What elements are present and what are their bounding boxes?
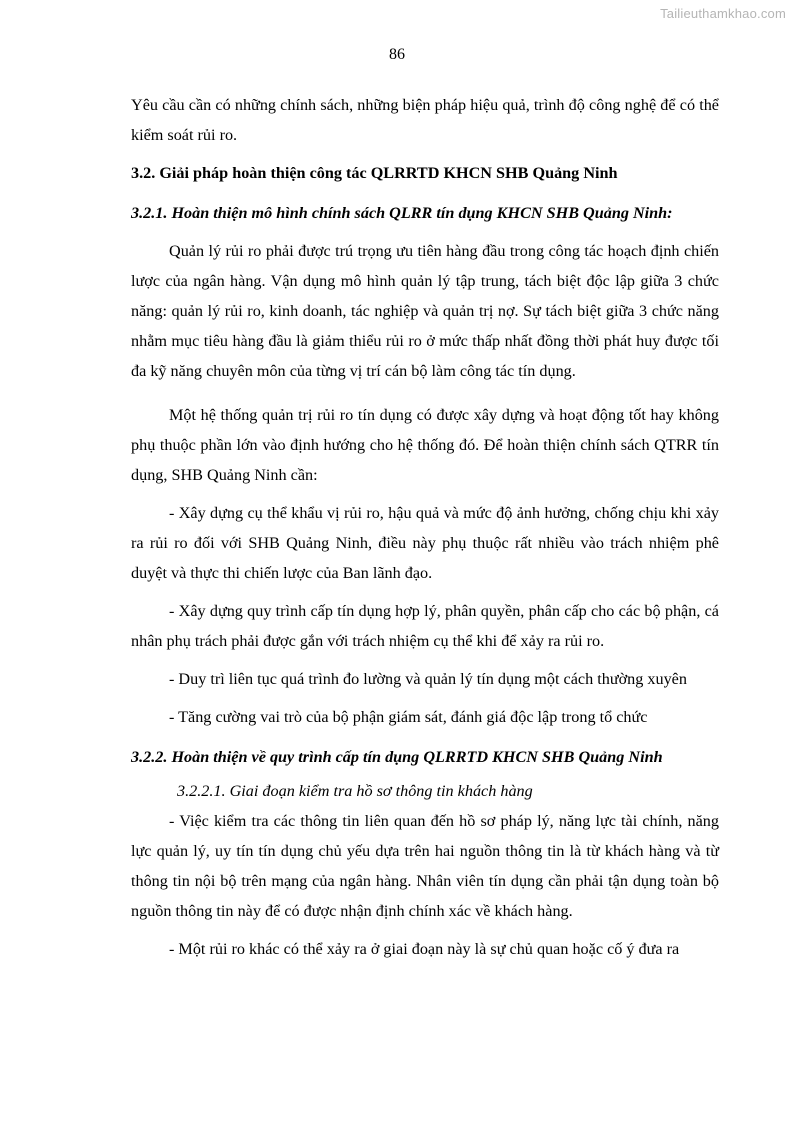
paragraph-risk-priority: Quản lý rủi ro phải được trú trọng ưu tiên hàng đầu trong công tác hoạch định chiến lược của ngân hàng. Vận dụng mô hình quản lý tập trung, tách biệt độc lập giữa 3 chức năng: quản lý rủi ro, kinh doanh, tác nghiệp và quản trị nợ. Sự tách biệt giữa 3 chức năng nhằm mục tiêu hàng đầu là giảm thiểu rủi ro ở mức thấp nhất đồng thời phát huy được tối đa kỹ năng chuyên môn của từng vị trí cán bộ làm công tác tín dụng.: [131, 242, 719, 380]
watermark-text: Tailieuthamkhao.com: [660, 6, 786, 21]
list-item: - Xây dựng cụ thể khẩu vị rủi ro, hậu quả và mức độ ảnh hưởng, chống chịu khi xảy ra rủi ro đối với SHB Quảng Ninh, điều này phụ thuộc rất nhiều vào trách nhiệm phê duyệt và thực thi chiến lược của Ban lãnh đạo.: [131, 504, 719, 582]
document-body: [131, 90, 719, 964]
list-item: - Duy trì liên tục quá trình đo lường và quản lý tín dụng một cách thường xuyên: [169, 670, 687, 688]
intro-paragraph: Yêu cầu cần có những chính sách, những biện pháp hiệu quả, trình độ công nghệ để có thể kiểm soát rủi ro.: [131, 96, 719, 144]
subsubsection-heading-3-2-2-1: 3.2.2.1. Giai đoạn kiểm tra hồ sơ thông tin khách hàng: [177, 782, 533, 800]
subsection-heading-3-2-2: 3.2.2. Hoàn thiện về quy trình cấp tín dụng QLRRTD KHCN SHB Quảng Ninh: [131, 748, 663, 766]
paragraph-subjective-risk: - Một rủi ro khác có thể xảy ra ở giai đoạn này là sự chủ quan hoặc cố ý đưa ra: [169, 940, 680, 958]
paragraph-customer-check: - Việc kiểm tra các thông tin liên quan đến hồ sơ pháp lý, năng lực tài chính, năng lực quản lý, uy tín tín dụng chủ yếu dựa trên hai nguồn thông tin là từ khách hàng và từ thông tin nội bộ trên mạng của ngân hàng. Nhân viên tín dụng cần phải tận dụng toàn bộ nguồn thông tin này để có được nhận định chính xác về khách hàng.: [131, 812, 719, 920]
list-item: - Xây dựng quy trình cấp tín dụng hợp lý, phân quyền, phân cấp cho các bộ phận, cá nhân phụ trách phải được gắn với trách nhiệm cụ thể khi để xảy ra rủi ro.: [131, 602, 719, 650]
section-heading-3-2: 3.2. Giải pháp hoàn thiện công tác QLRRTD KHCN SHB Quảng Ninh: [131, 164, 618, 182]
paragraph-credit-system: Một hệ thống quản trị rủi ro tín dụng có được xây dựng và hoạt động tốt hay không phụ thuộc phần lớn vào định hướng cho hệ thống đó. Để hoàn thiện chính sách QTRR tín dụng, SHB Quảng Ninh cần:: [131, 406, 719, 484]
page-number: 86: [389, 46, 405, 63]
list-item: - Tăng cường vai trò của bộ phận giám sát, đánh giá độc lập trong tổ chức: [169, 708, 648, 726]
subsection-heading-3-2-1: 3.2.1. Hoàn thiện mô hình chính sách QLRR tín dụng KHCN SHB Quảng Ninh:: [131, 204, 673, 222]
